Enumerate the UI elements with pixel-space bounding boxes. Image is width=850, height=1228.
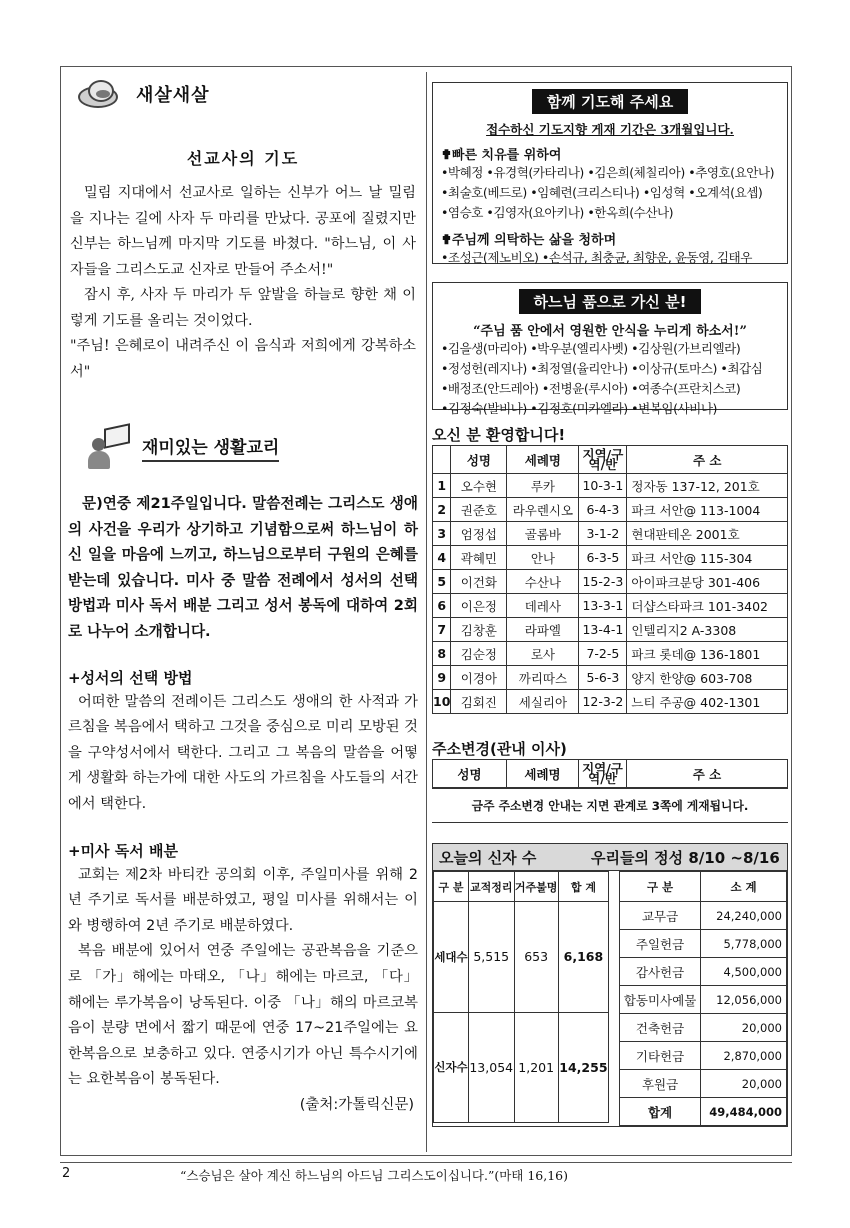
left-column: [64, 70, 422, 1117]
stats-header: [432, 843, 788, 871]
right-column: [432, 70, 788, 1127]
name-line: •배정조(안드레아) •전병윤(루시아) •여종수(프란치스코): [441, 381, 741, 396]
column-divider: [426, 72, 427, 1152]
body-text: 복음 배분에 있어서 연중 주일에는 공관복음을 기준으로 「가」해에는 마태오, 「나」해에는 마르코, 「다」해에는 루가복음이 낭독된다. 이중 「나」해의 마르코복음이 분량 면에서 짧기 때문에 연중 17~21주일에는 요한복음으로 보충하고 있다. 연중시기가 아닌 특수시기에는 요한복음이 봉독된다.: [68, 943, 418, 1088]
teacher-icon: [86, 424, 132, 470]
col-header: 교적정리: [468, 872, 514, 902]
col-header: 지역/구역/반: [579, 446, 627, 474]
table-row: 합계 49,484,000: [620, 1098, 787, 1126]
table-row: 6 이은정 데레사 13-3-1 더샵스타파크 101-3402: [433, 594, 788, 618]
table-header-row: [433, 446, 788, 474]
stats-area: [432, 871, 788, 1127]
subheading: +미사 독서 배분: [68, 841, 178, 860]
table-row: 건축헌금 20,000: [620, 1014, 787, 1042]
source-note: (출처:가톨릭신문): [299, 1096, 414, 1113]
table-row: 합동미사예물 12,056,000: [620, 986, 787, 1014]
table-row: 4 곽혜민 안나 6-3-5 파크 서안@ 115-304: [433, 546, 788, 570]
heal-heading: ✟빠른 치유를 위하여: [441, 148, 562, 163]
table-row: 감사헌금 4,500,000: [620, 958, 787, 986]
prayer-title: 함께 기도해 주세요: [532, 89, 688, 114]
col-header: 구 분: [620, 872, 701, 902]
name-line: •정성헌(레지나) •최정열(율리안나) •이상규(토마스) •최갑심: [441, 361, 763, 376]
offering-table: [619, 871, 787, 1126]
table-row: 주일헌금 5,778,000: [620, 930, 787, 958]
deceased-title: 하느님 품으로 가신 분!: [519, 289, 702, 314]
essay-paragraph: 잠시 후, 사자 두 마리가 두 앞발을 하늘로 향한 채 이렇게 기도를 올리는 것이었다.: [70, 287, 416, 329]
name-line: •최술호(베드로) •임혜련(크리스티나) •임성혁 •오계석(요셉): [441, 185, 763, 200]
deceased-prayer: “주님 품 안에서 영원한 안식을 누리게 하소서!”: [473, 324, 747, 339]
intro-text: 문)연중 제21주일입니다. 말씀전례는 그리스도 생애의 사건을 우리가 상기하고 기념함으로써 하느님이 하신 일을 마음에 느끼고, 하느님으로부터 구원의 은혜를 받는데 있습니다. 미사 중 말씀 전례에서 성서의 선택 방법과 미사 독서 배분 그리고 성서 봉독에 대하여 2회로 나누어 소개합니다.: [68, 495, 418, 640]
col-header: 주 소: [627, 446, 788, 474]
faith-heading: ✟주님께 의탁하는 삶을 청하며: [441, 233, 617, 248]
moving-table: [432, 759, 788, 788]
prayer-box: [432, 82, 788, 264]
offering-title: 우리들의 정성 8/10 ~8/16: [591, 848, 780, 867]
col-header: 세례명: [507, 446, 579, 474]
essay-title: 선교사의 기도: [186, 149, 300, 168]
name-line: •박혜정 •유경혁(카타리나) •김은희(체칠리아) •추영호(요안나): [441, 165, 775, 180]
col-header: 성명: [451, 446, 507, 474]
footer-divider: [60, 1162, 792, 1163]
section-header: [64, 421, 422, 473]
table-header-row: [434, 872, 609, 902]
col-header: 지역/구역/반: [579, 760, 627, 788]
col-header: 세례명: [507, 760, 579, 788]
col-header: 주 소: [627, 760, 788, 788]
section-title: 새살새살: [136, 85, 210, 106]
subheading: +성서의 선택 방법: [68, 668, 193, 687]
col-header: 합 계: [558, 872, 608, 902]
table-row: 7 김창훈 라파엘 13-4-1 인텔리지2 A-3308: [433, 618, 788, 642]
table-row: 3 엄정섭 골롬바 3-1-2 현대판테온 2001호: [433, 522, 788, 546]
table-row: 후원금 20,000: [620, 1070, 787, 1098]
col-header: 소 계: [701, 872, 787, 902]
col-header: 거주불명: [514, 872, 558, 902]
welcome-table: [432, 445, 788, 714]
body-text: 교회는 제2차 바티칸 공의회 이후, 주일미사를 위해 2년 주기로 독서를 배분하였고, 평일 미사를 위해서는 이와 병행하여 2년 주기로 배분하였다.: [68, 866, 418, 934]
name-list: [441, 339, 779, 419]
essay-body: [70, 181, 416, 385]
name-line: •김정숙(발비나) •김정호(미카엘라) •변복임(사비나): [441, 401, 717, 416]
table-row: 2 권준호 라우렌시오 6-4-3 파크 서안@ 113-1004: [433, 498, 788, 522]
stats-title: 오늘의 신자 수: [439, 848, 537, 867]
table-row: 기타헌금 2,870,000: [620, 1042, 787, 1070]
table-row: 10 김회진 세실리아 12-3-2 느티 주공@ 402-1301: [433, 690, 788, 714]
table-header-row: [620, 872, 787, 902]
prayer-notice: 접수하신 기도지향 게재 기간은 3개월입니다.: [486, 122, 734, 137]
table-row: 1 오수현 루카 10-3-1 정자동 137-12, 201호: [433, 474, 788, 498]
essay-paragraph: 밀림 지대에서 선교사로 일하는 신부가 어느 날 밀림을 지나는 길에 사자 두 마리를 만났다. 공포에 질렸지만 신부는 하느님께 마지막 기도를 바쳤다. "하느님, 이 사자들을 그리스도교 신자로 만들어 주소서!": [70, 185, 416, 278]
table-row: 신자수 13,054 1,201 14,255: [434, 1012, 609, 1123]
table-row: 세대수 5,515 653 6,168: [434, 902, 609, 1013]
table-row: 교무금 24,240,000: [620, 902, 787, 930]
deceased-box: [432, 282, 788, 416]
section-header: [64, 70, 422, 118]
cloud-icon: [74, 78, 128, 110]
table-row: 9 이경아 까리따스 5-6-3 양지 한양@ 603-708: [433, 666, 788, 690]
moving-title: 주소변경(관내 이사): [432, 740, 567, 758]
believer-count-table: [433, 871, 609, 1123]
col-header: 성명: [433, 760, 507, 788]
section-title: 재미있는 생활교리: [142, 433, 279, 462]
table-row: 8 김순정 로사 7-2-5 파크 롯데@ 136-1801: [433, 642, 788, 666]
name-line: •조성근(제노비오) •손석규, 최충균, 최향운, 윤동영, 김태우: [441, 250, 752, 265]
table-header-row: [433, 760, 788, 788]
name-list: [441, 248, 779, 268]
essay-paragraph: "주님! 은혜로이 내려주신 이 음식과 저희에게 강복하소서": [70, 338, 416, 380]
name-line: •김을생(마리아) •박우분(엘리사벳) •김상원(가브리엘라): [441, 341, 741, 356]
name-line: •염승호 •김영자(요아키나) •한옥희(수산나): [441, 205, 674, 220]
welcome-title: 오신 분 환영합니다!: [432, 426, 566, 444]
page-number: 2: [62, 1166, 71, 1181]
moving-notice: 금주 주소변경 안내는 지면 관계로 3쪽에 게재됩니다.: [432, 788, 788, 823]
footer-quote: “스승님은 살아 계신 하느님의 아드님 그리스도이십니다.”(마태 16,16): [180, 1168, 569, 1183]
table-row: 5 이건화 수산나 15-2-3 아이파크분당 301-406: [433, 570, 788, 594]
body-text: 어떠한 말씀의 전례이든 그리스도 생애의 한 사적과 가르침을 복음에서 택하고 그것을 중심으로 미리 모방된 것을 구약성서에서 택한다. 그리고 그 복음의 말씀을 어떻게 생활화 하는가에 대한 사도의 가르침을 사도들의 서간에서 택한다.: [68, 693, 418, 812]
col-header: 구 분: [434, 872, 469, 902]
name-list: [441, 163, 779, 223]
